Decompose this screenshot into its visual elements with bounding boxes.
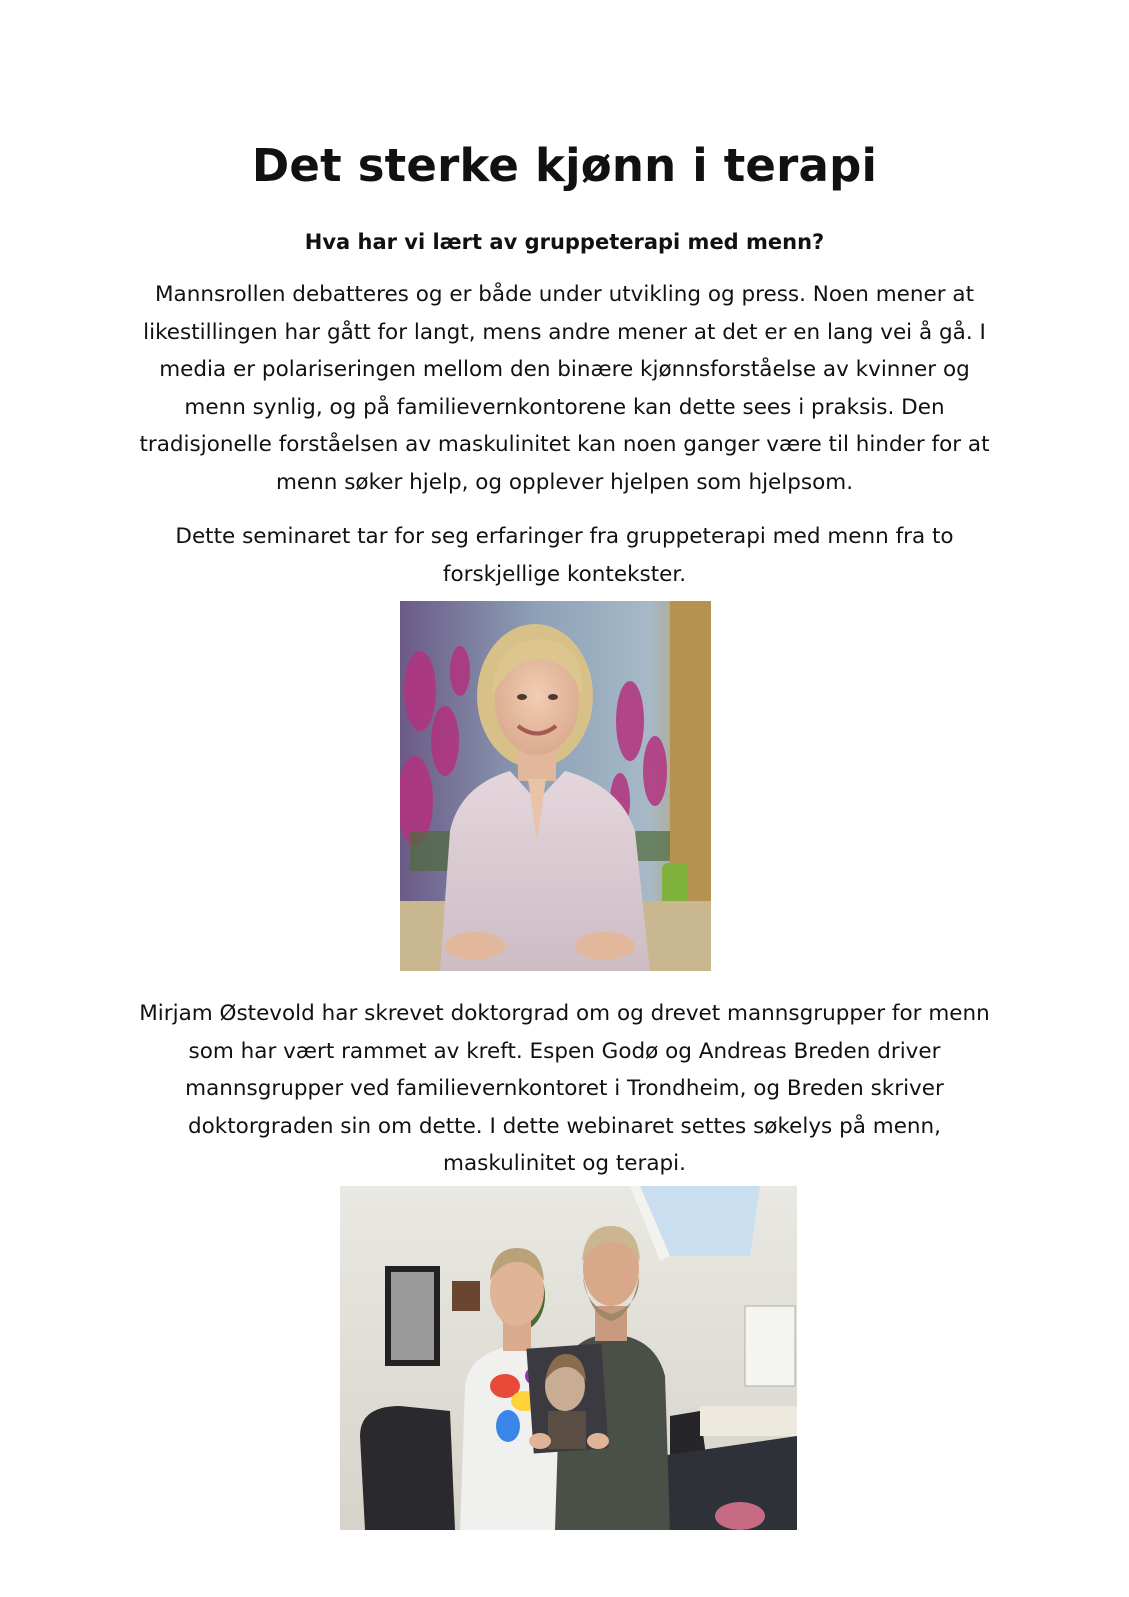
page-subtitle: Hva har vi lært av gruppeterapi med menn? [304, 230, 825, 254]
group-photo [340, 1186, 797, 1530]
presenters-paragraph: Mirjam Østevold har skrevet doktorgrad om og drevet mannsgrupper for menn som har vært rammet av kreft. Espen Godø og Andreas Breden driver mannsgrupper ved familievernkontoret i Trondheim, og Breden skriver doktorgraden sin om dette. I dette webinaret settes søkelys på menn, maskulinitet og terapi. [139, 1001, 990, 1176]
portrait-photo [400, 601, 711, 971]
intro-paragraph: Mannsrollen debatteres og er både under utvikling og press. Noen mener at likestillingen har gått for langt, mens andre mener at det er en lang vei å gå. I media er polariseringen mellom den binære kjønnsforståelse av kvinner og menn synlig, og på familievernkontorene kan dette sees i praksis. Den tradisjonelle forståelsen av maskulinitet kan noen ganger være til hinder for at menn søker hjelp, og opplever hjelpen som hjelpsom. [139, 282, 990, 495]
page-title: Det sterke kjønn i terapi [251, 139, 878, 192]
seminar-paragraph: Dette seminaret tar for seg erfaringer fra gruppeterapi med menn fra to forskjellige kontekster. [175, 524, 954, 587]
